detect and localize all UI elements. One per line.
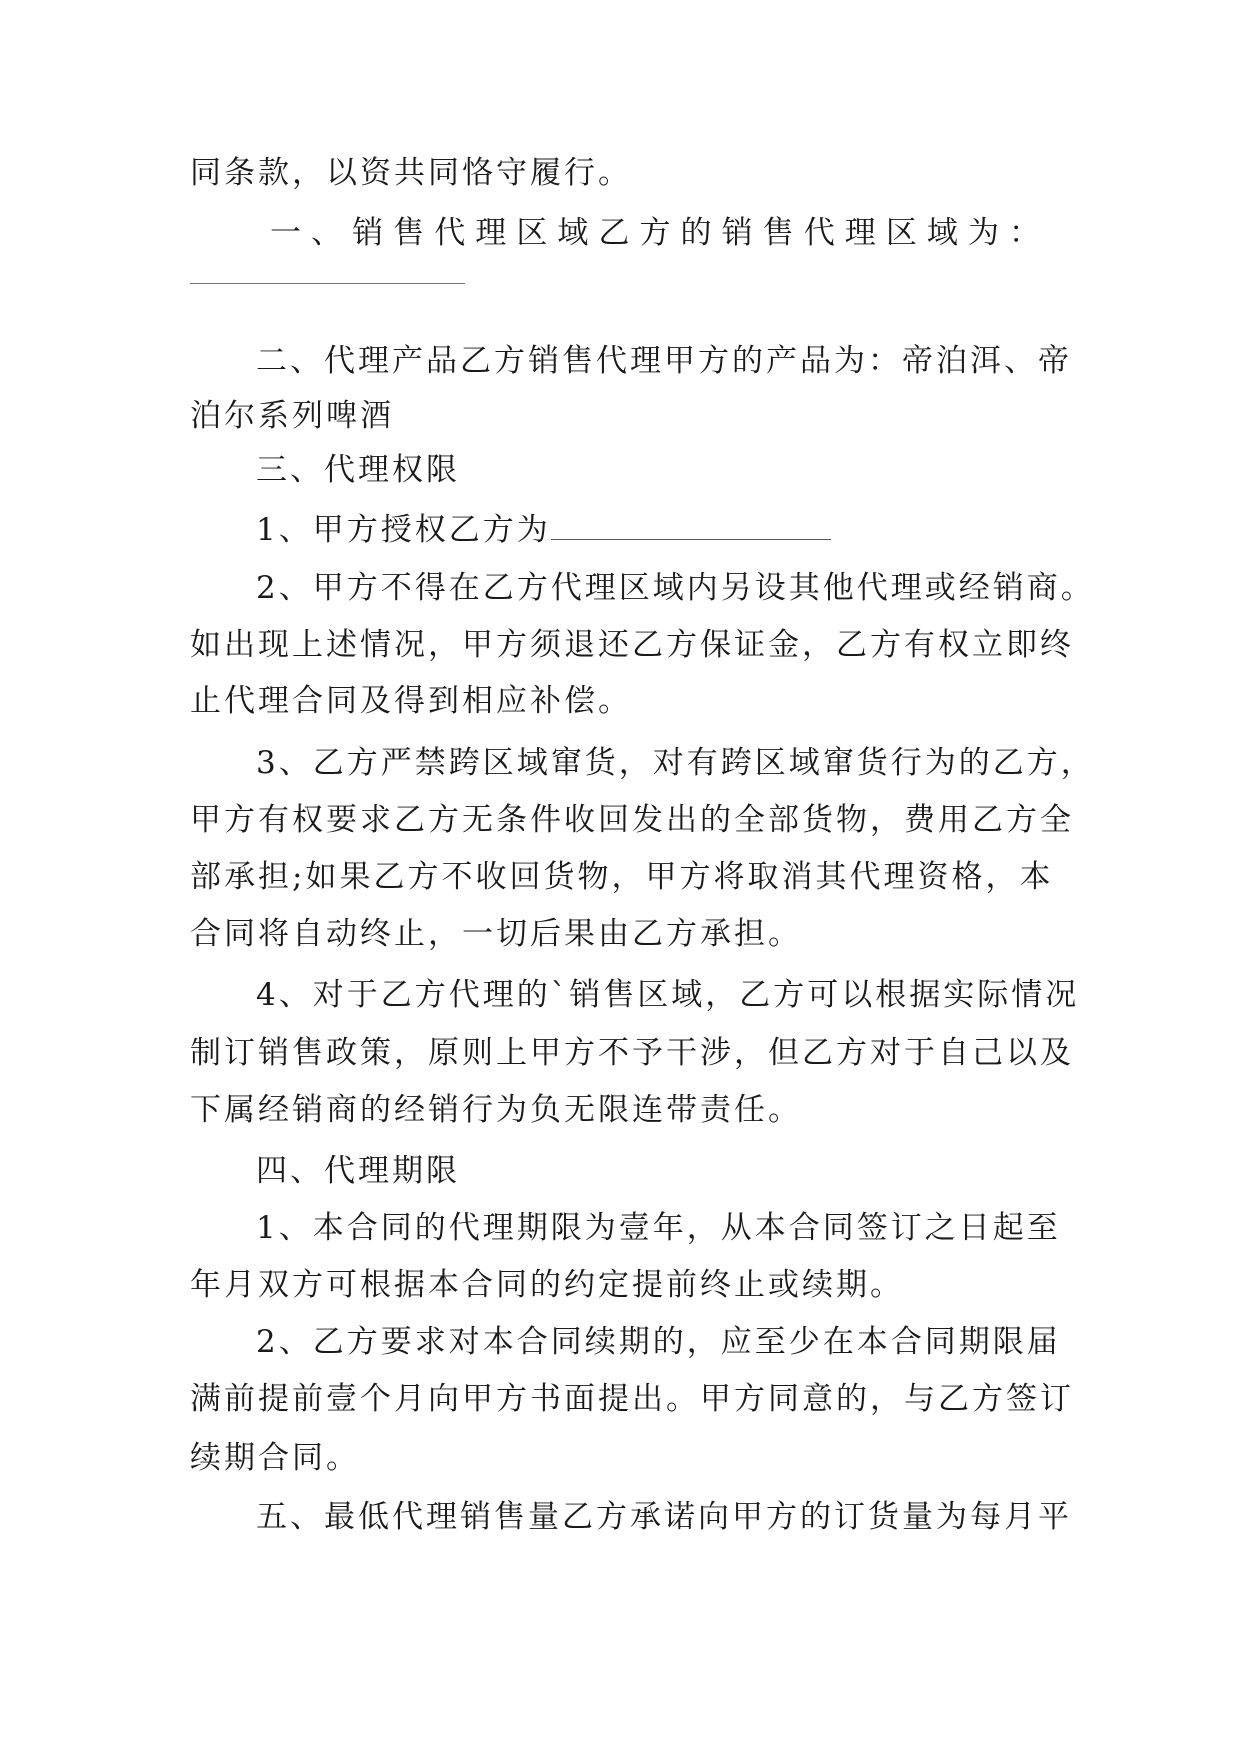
paragraph-line: 年月双方可根据本合同的约定提前终止或续期。 [190,1267,904,1303]
section-heading-authority: 三、代理权限 [256,452,460,488]
blank-underline [551,539,831,540]
paragraph-line: 满前提前壹个月向甲方书面提出。甲方同意的，与乙方签订 [190,1381,1074,1417]
paragraph-line: 下属经销商的经销行为负无限连带责任。 [190,1092,802,1128]
paragraph-line: 部承担;如果乙方不收回货物，甲方将取消其代理资格，本 [190,859,1054,895]
section-heading-minimum-volume: 五、最低代理销售量乙方承诺向甲方的订货量为每月平 [256,1499,1072,1535]
section-heading-products: 二、代理产品乙方销售代理甲方的产品为：帝泊洱、帝 [256,343,1072,379]
paragraph-line: 同条款，以资共同恪守履行。 [190,155,632,191]
paragraph-line: 泊尔系列啤酒 [190,398,394,434]
blank-underline [190,283,465,284]
clause-line: 1、本合同的代理期限为壹年，从本合同签订之日起至 [256,1210,1061,1246]
paragraph-line: 制订销售政策，原则上甲方不予干涉，但乙方对于自己以及 [190,1035,1074,1071]
paragraph-line: 续期合同。 [190,1440,360,1476]
section-heading-term: 四、代理期限 [256,1153,460,1189]
clause-line [256,510,1050,550]
section-heading-sales-area: 一、销售代理区域乙方的销售代理区域为： [270,215,1050,251]
paragraph-line: 合同将自动终止，一切后果由乙方承担。 [190,916,802,952]
clause-line: 4、对于乙方代理的`销售区域，乙方可以根据实际情况 [256,977,1080,1013]
clause-text: 1、甲方授权乙方为 [256,512,551,548]
clause-line: 2、甲方不得在乙方代理区域内另设其他代理或经销商。 [256,570,1095,606]
clause-line: 3、乙方严禁跨区域窜货，对有跨区域窜货行为的乙方， [256,745,1095,781]
paragraph-line: 止代理合同及得到相应补偿。 [190,683,632,719]
paragraph-line: 如出现上述情况，甲方须退还乙方保证金，乙方有权立即终 [190,627,1074,663]
paragraph-line: 甲方有权要求乙方无条件收回发出的全部货物，费用乙方全 [190,802,1074,838]
clause-line: 2、乙方要求对本合同续期的，应至少在本合同期限届 [256,1324,1061,1360]
